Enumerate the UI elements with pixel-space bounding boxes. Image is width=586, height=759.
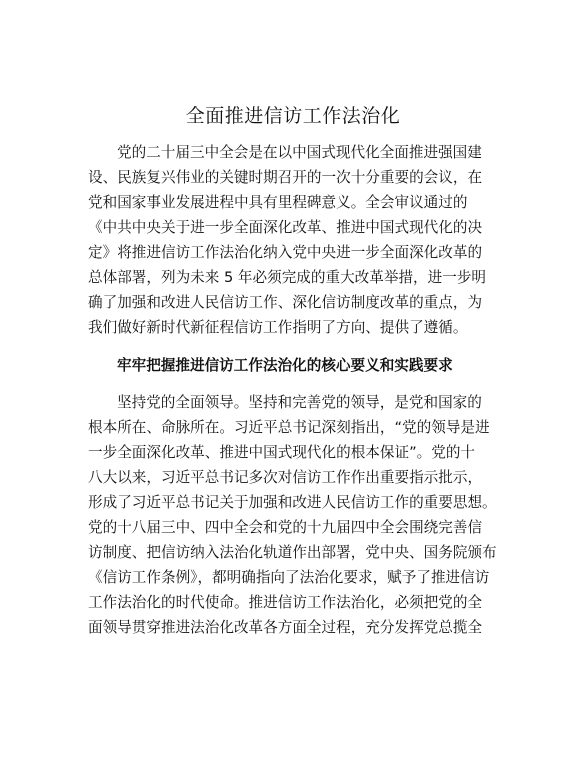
paragraph-line: 党的二十届三中全会是在以中国式现代化全面推进强国建 <box>117 144 482 161</box>
paragraph-line: 《信访工作条例》，都明确指向了法治化要求，赋予了推进信访 <box>88 569 490 586</box>
paragraph-line: 确了加强和改进人民信访工作、深化信访制度改革的重点，为 <box>88 294 483 311</box>
paragraph-line: 《中共中央关于进一步全面深化改革、推进中国式现代化的决 <box>88 219 483 236</box>
paragraph-line: 我们做好新时代新征程信访工作指明了方向、提供了遵循。 <box>88 319 468 336</box>
paragraph-line: 党和国家事业发展进程中具有里程碑意义。全会审议通过的 <box>88 194 468 211</box>
paragraph-line: 党的十八届三中、四中全会和党的十九届四中全会围绕完善信 <box>88 519 483 536</box>
paragraph-line: 定》将推进信访工作法治化纳入党中央进一步全面深化改革的 <box>88 244 483 261</box>
paragraph-line: 访制度、把信访纳入法治化轨道作出部署，党中央、国务院颁布 <box>88 544 497 561</box>
paragraph-line: 根本所在、命脉所在。习近平总书记深刻指出，“党的领导是进 <box>88 419 490 436</box>
paragraph-line: 形成了习近平总书记关于加强和改进人民信访工作的重要思想。 <box>88 494 497 511</box>
paragraph-line: 一步全面深化改革、推进中国式现代化的根本保证”。党的十 <box>88 444 476 461</box>
paragraph-line: 坚持党的全面领导。坚持和完善党的领导，是党和国家的 <box>117 394 482 411</box>
paragraph-line: 设、民族复兴伟业的关键时期召开的一次十分重要的会议，在 <box>88 169 483 186</box>
paragraph-line: 总体部署，列为未来 5 年必须完成的重大改革举措，进一步明 <box>88 269 487 286</box>
paragraph-line: 八大以来，习近平总书记多次对信访工作作出重要指示批示， <box>88 469 483 486</box>
paragraph-line: 面领导贯穿推进法治化改革各方面全过程，充分发挥党总揽全 <box>88 619 483 636</box>
section-heading: 牢牢把握推进信访工作法治化的核心要义和实践要求 <box>117 357 453 374</box>
paragraph-line: 工作法治化的时代使命。推进信访工作法治化，必须把党的全 <box>88 594 483 611</box>
document-title: 全面推进信访工作法治化 <box>185 105 401 127</box>
